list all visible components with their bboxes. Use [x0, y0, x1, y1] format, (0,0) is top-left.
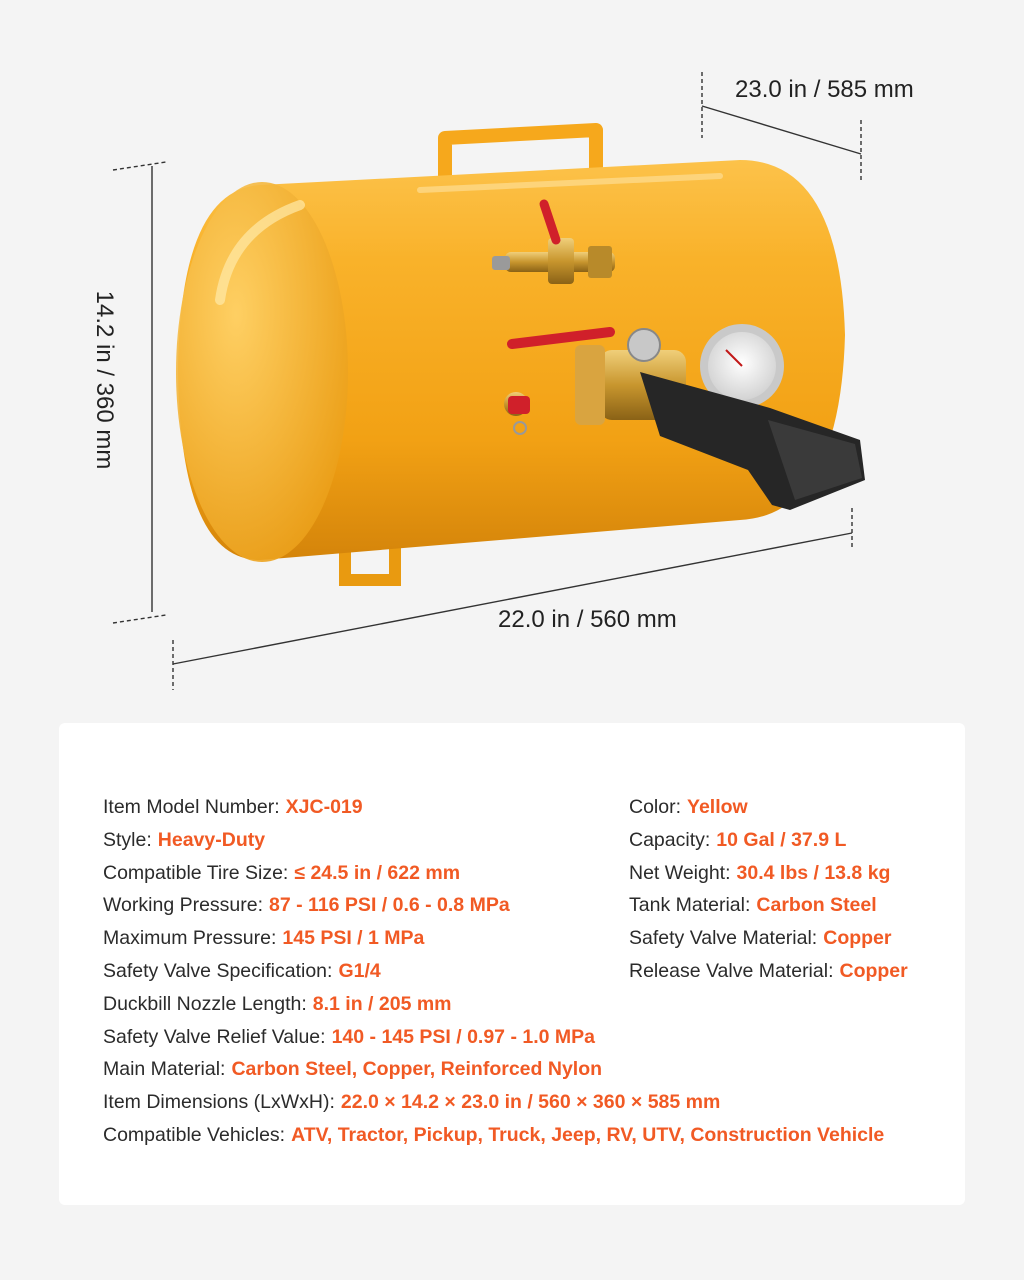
spec-row: [103, 1119, 884, 1152]
spec-row: [629, 857, 908, 890]
length-dimension-label: 22.0 in / 560 mm: [498, 606, 677, 633]
spec-value: 30.4 lbs / 13.8 kg: [736, 861, 891, 884]
spec-label: Main Material:: [103, 1058, 226, 1081]
spec-label: Maximum Pressure:: [103, 927, 277, 950]
spec-value: 8.1 in / 205 mm: [312, 992, 452, 1015]
spec-label: Compatible Vehicles:: [103, 1123, 286, 1146]
spec-value: 145 PSI / 1 MPa: [282, 927, 425, 950]
spec-label: Net Weight:: [629, 861, 731, 884]
spec-value: ATV, Tractor, Pickup, Truck, Jeep, RV, UTV, Construction Vehicle: [291, 1123, 885, 1146]
spec-row: [629, 791, 908, 824]
spec-value: 10 Gal / 37.9 L: [716, 828, 847, 851]
spec-value: Copper: [823, 927, 892, 950]
height-dimension-label: 14.2 in / 360 mm: [91, 290, 118, 470]
spec-value: 87 - 116 PSI / 0.6 - 0.8 MPa: [269, 894, 510, 917]
spec-label: Item Model Number:: [103, 796, 280, 818]
spec-value: Carbon Steel: [756, 894, 877, 917]
spec-column-right: [629, 791, 908, 988]
spec-row: [629, 955, 908, 988]
spec-row: [629, 922, 908, 955]
spec-label: Item Dimensions (LxWxH):: [103, 1091, 335, 1114]
spec-label: Duckbill Nozzle Length:: [103, 992, 307, 1015]
spec-label: Style:: [103, 828, 152, 851]
spec-row: [103, 988, 884, 1021]
spec-value: Heavy-Duty: [157, 828, 266, 851]
spec-label: Tank Material:: [629, 894, 751, 917]
spec-label: Safety Valve Specification:: [103, 959, 333, 982]
spec-value: Carbon Steel, Copper, Reinforced Nylon: [231, 1058, 603, 1081]
width-dimension-label: 23.0 in / 585 mm: [735, 76, 914, 103]
spec-label: Working Pressure:: [103, 894, 264, 917]
spec-value: XJC-019: [285, 796, 363, 818]
specifications-card: [59, 723, 965, 1205]
spec-row: [103, 1021, 884, 1054]
spec-row: [629, 824, 908, 857]
spec-label: Safety Valve Relief Value:: [103, 1025, 326, 1048]
spec-value: G1/4: [338, 959, 381, 982]
spec-value: 22.0 × 14.2 × 23.0 in / 560 × 360 × 585 mm: [340, 1091, 721, 1114]
spec-label: Color:: [629, 796, 682, 818]
spec-row: [103, 1086, 884, 1119]
spec-label: Safety Valve Material:: [629, 927, 818, 950]
spec-value: Copper: [839, 959, 908, 982]
spec-value: 140 - 145 PSI / 0.97 - 1.0 MPa: [331, 1025, 595, 1048]
spec-value: Yellow: [687, 796, 748, 818]
spec-row: [103, 1053, 884, 1086]
spec-row: [629, 889, 908, 922]
spec-value: ≤ 24.5 in / 622 mm: [294, 861, 461, 884]
spec-label: Capacity:: [629, 828, 711, 851]
spec-label: Compatible Tire Size:: [103, 861, 289, 884]
spec-label: Release Valve Material:: [629, 959, 834, 982]
